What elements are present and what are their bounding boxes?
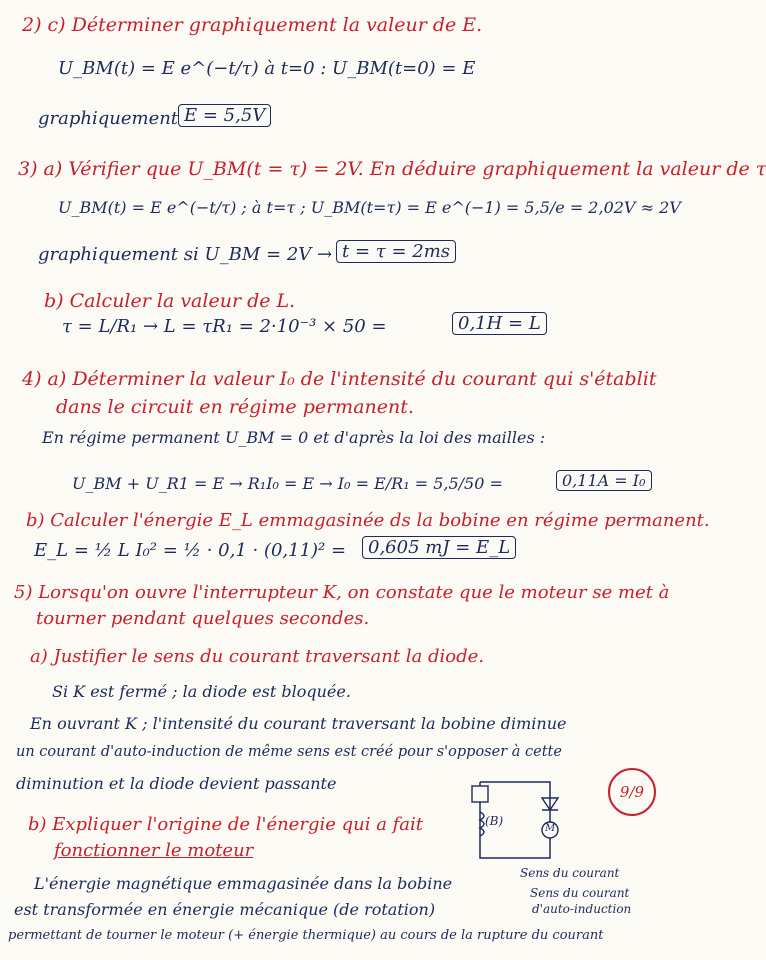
q3a-equation: U_BM(t) = E e^(−t/τ) ; à t=τ ; U_BM(t=τ) = E e^(−1) = 5,5/e = 2,02V ≈ 2V	[58, 198, 681, 217]
q5b-line2: est transformée en énergie mécanique (de rotation)	[14, 900, 436, 919]
switch-box	[472, 786, 488, 802]
q3a-title: 3) a) Vérifier que U_BM(t = τ) = 2V. En déduire graphiquement la valeur de τ	[18, 158, 766, 180]
q4a-result-box: 0,11A = I₀	[556, 470, 652, 491]
q4b-result-box: 0,605 mJ = E_L	[362, 536, 516, 559]
q5-title-cont: tourner pendant quelques secondes.	[36, 608, 370, 629]
q4a-title-cont: dans le circuit en régime permanent.	[56, 396, 414, 418]
q2c-equation: U_BM(t) = E e^(−t/τ) à t=0 : U_BM(t=0) = E	[58, 58, 476, 79]
q2c-title: 2) c) Déterminer graphiquement la valeur de E.	[22, 14, 483, 36]
circuit-label-b: (B)	[485, 814, 504, 828]
q5b-line1: L'énergie magnétique emmagasinée dans la bobine	[34, 874, 453, 893]
circuit-label-m: M	[545, 823, 556, 834]
q4a-line1: En régime permanent U_BM = 0 et d'après la loi des mailles :	[42, 428, 546, 447]
q4a-line2: U_BM + U_R1 = E → R₁I₀ = E → I₀ = E/R₁ = 5,5/50 =	[72, 474, 503, 493]
q3a-graph-text: graphiquement si U_BM = 2V →	[38, 244, 333, 265]
circuit-sketch	[460, 772, 570, 868]
q5a-line4: diminution et la diode devient passante	[16, 774, 337, 793]
label-induced-direction-cont: d'auto-induction	[532, 902, 632, 916]
q5a-line1: Si K est fermé ; la diode est bloquée.	[52, 682, 351, 701]
label-current-direction: Sens du courant	[520, 866, 620, 880]
q5a-line2: En ouvrant K ; l'intensité du courant traversant la bobine diminue	[30, 714, 567, 733]
q5b-title: b) Expliquer l'origine de l'énergie qui a fait	[28, 814, 424, 835]
q4b-title: b) Calculer l'énergie E_L emmagasinée ds la bobine en régime permanent.	[26, 510, 710, 531]
label-induced-direction: Sens du courant	[530, 886, 630, 900]
q5b-title-cont: fonctionner le moteur	[54, 840, 254, 861]
q4b-equation: E_L = ½ L I₀² = ½ · 0,1 · (0,11)² =	[34, 540, 347, 561]
q2c-result-box: E = 5,5V	[178, 104, 271, 127]
q4a-title: 4) a) Déterminer la valeur I₀ de l'intensité du courant qui s'établit	[22, 368, 657, 390]
q5a-title: a) Justifier le sens du courant traversant la diode.	[30, 646, 485, 667]
q5a-line3: un courant d'auto-induction de même sens est créé pour s'opposer à cette	[16, 744, 562, 760]
q3b-result-box: 0,1H = L	[452, 312, 547, 335]
q3b-equation: τ = L/R₁ → L = τR₁ = 2·10⁻³ × 50 =	[62, 316, 387, 337]
q5-title: 5) Lorsqu'on ouvre l'interrupteur K, on constate que le moteur se met à	[14, 582, 670, 603]
score-circle: 9/9	[608, 768, 656, 816]
q3b-title: b) Calculer la valeur de L.	[44, 290, 296, 312]
q2c-graph-label: graphiquement	[38, 108, 179, 129]
q5b-line3: permettant de tourner le moteur (+ énergie thermique) au cours de la rupture du courant	[8, 928, 604, 943]
q3a-result-box: t = τ = 2ms	[336, 240, 456, 263]
